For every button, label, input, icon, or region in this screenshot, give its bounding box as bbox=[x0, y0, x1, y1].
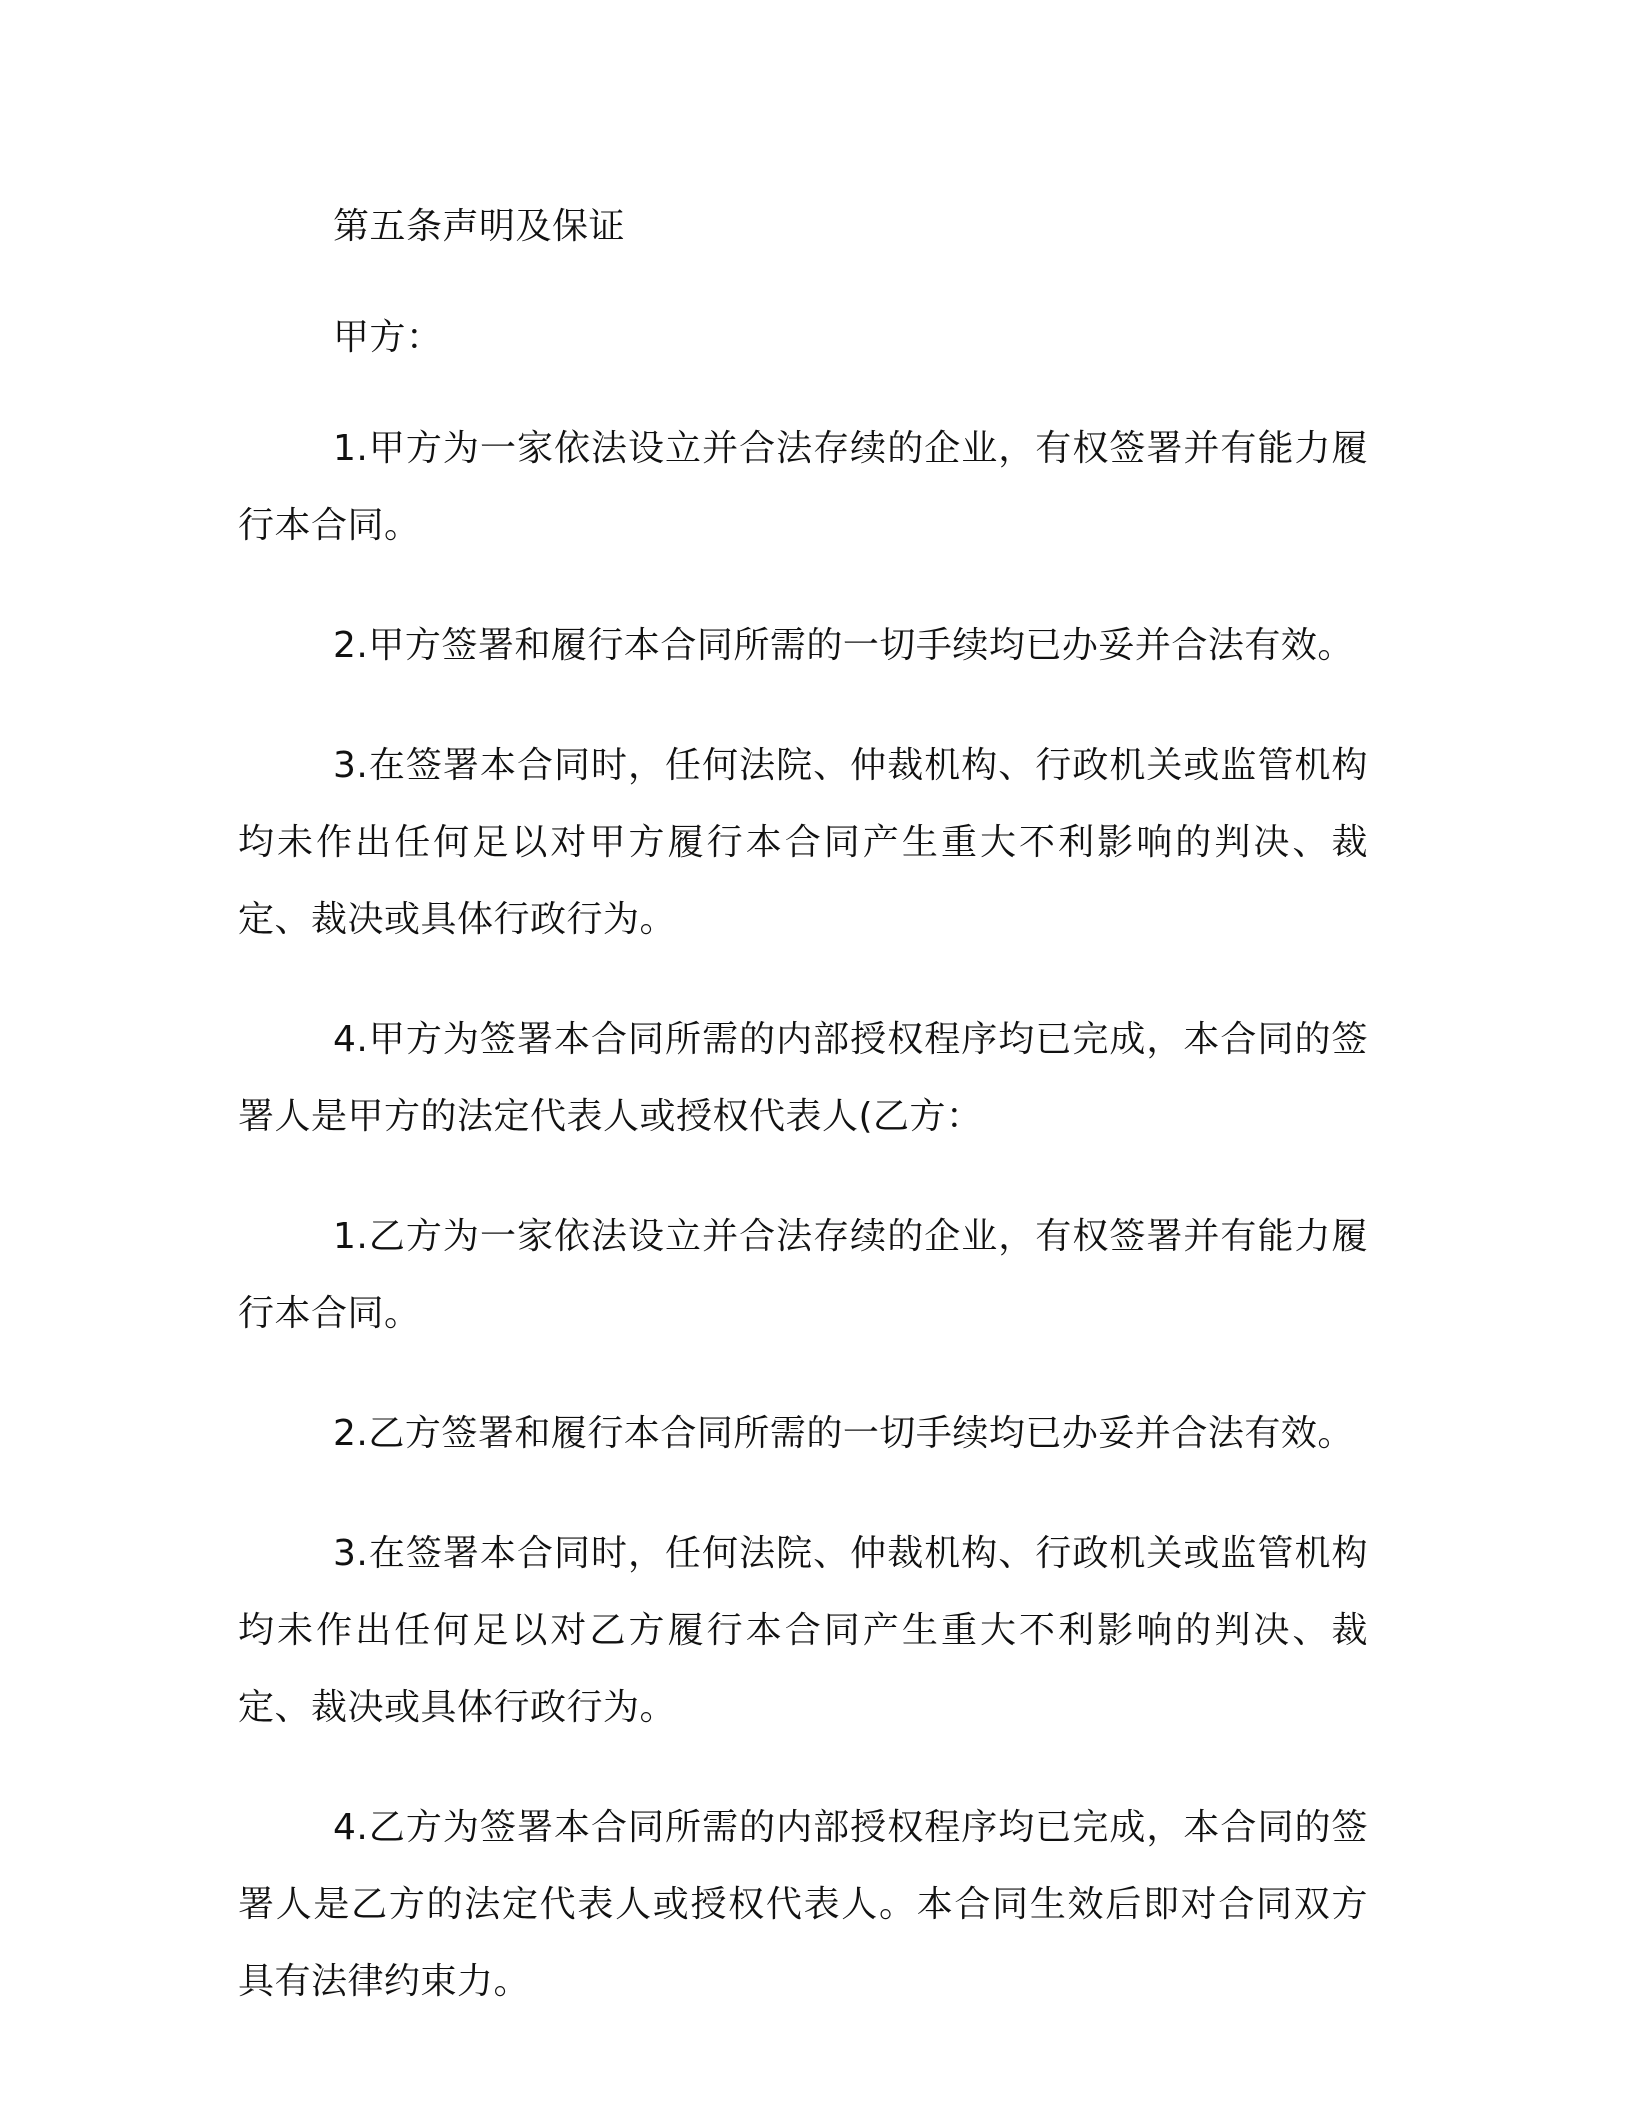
section-heading: 第五条声明及保证 bbox=[333, 206, 626, 247]
paragraph-a-3: 3.在签署本合同时，任何法院、仲裁机构、行政机关或监管机构均未作出任何足以对甲方履行本合同产生重大不利影响的判决、裁定、裁决或具体行政行为。 bbox=[238, 745, 1368, 940]
paragraph-b-2: 2.乙方签署和履行本合同所需的一切手续均已办妥并合法有效。 bbox=[333, 1413, 1354, 1454]
paragraph-b-1: 1.乙方为一家依法设立并合法存续的企业，有权签署并有能力履行本合同。 bbox=[238, 1216, 1368, 1334]
paragraph-b-3: 3.在签署本合同时，任何法院、仲裁机构、行政机关或监管机构均未作出任何足以对乙方履行本合同产生重大不利影响的判决、裁定、裁决或具体行政行为。 bbox=[238, 1533, 1368, 1728]
paragraph-b-4: 4.乙方为签署本合同所需的内部授权程序均已完成，本合同的签署人是乙方的法定代表人或授权代表人。本合同生效后即对合同双方具有法律约束力。 bbox=[238, 1807, 1368, 2002]
party-a-label: 甲方： bbox=[333, 317, 443, 358]
paragraph-a-1: 1.甲方为一家依法设立并合法存续的企业，有权签署并有能力履行本合同。 bbox=[238, 428, 1368, 546]
paragraph-a-4: 4.甲方为签署本合同所需的内部授权程序均已完成，本合同的签署人是甲方的法定代表人或授权代表人(乙方： bbox=[238, 1019, 1368, 1137]
document-page bbox=[238, 188, 1368, 2063]
paragraph-a-2: 2.甲方签署和履行本合同所需的一切手续均已办妥并合法有效。 bbox=[333, 625, 1354, 666]
